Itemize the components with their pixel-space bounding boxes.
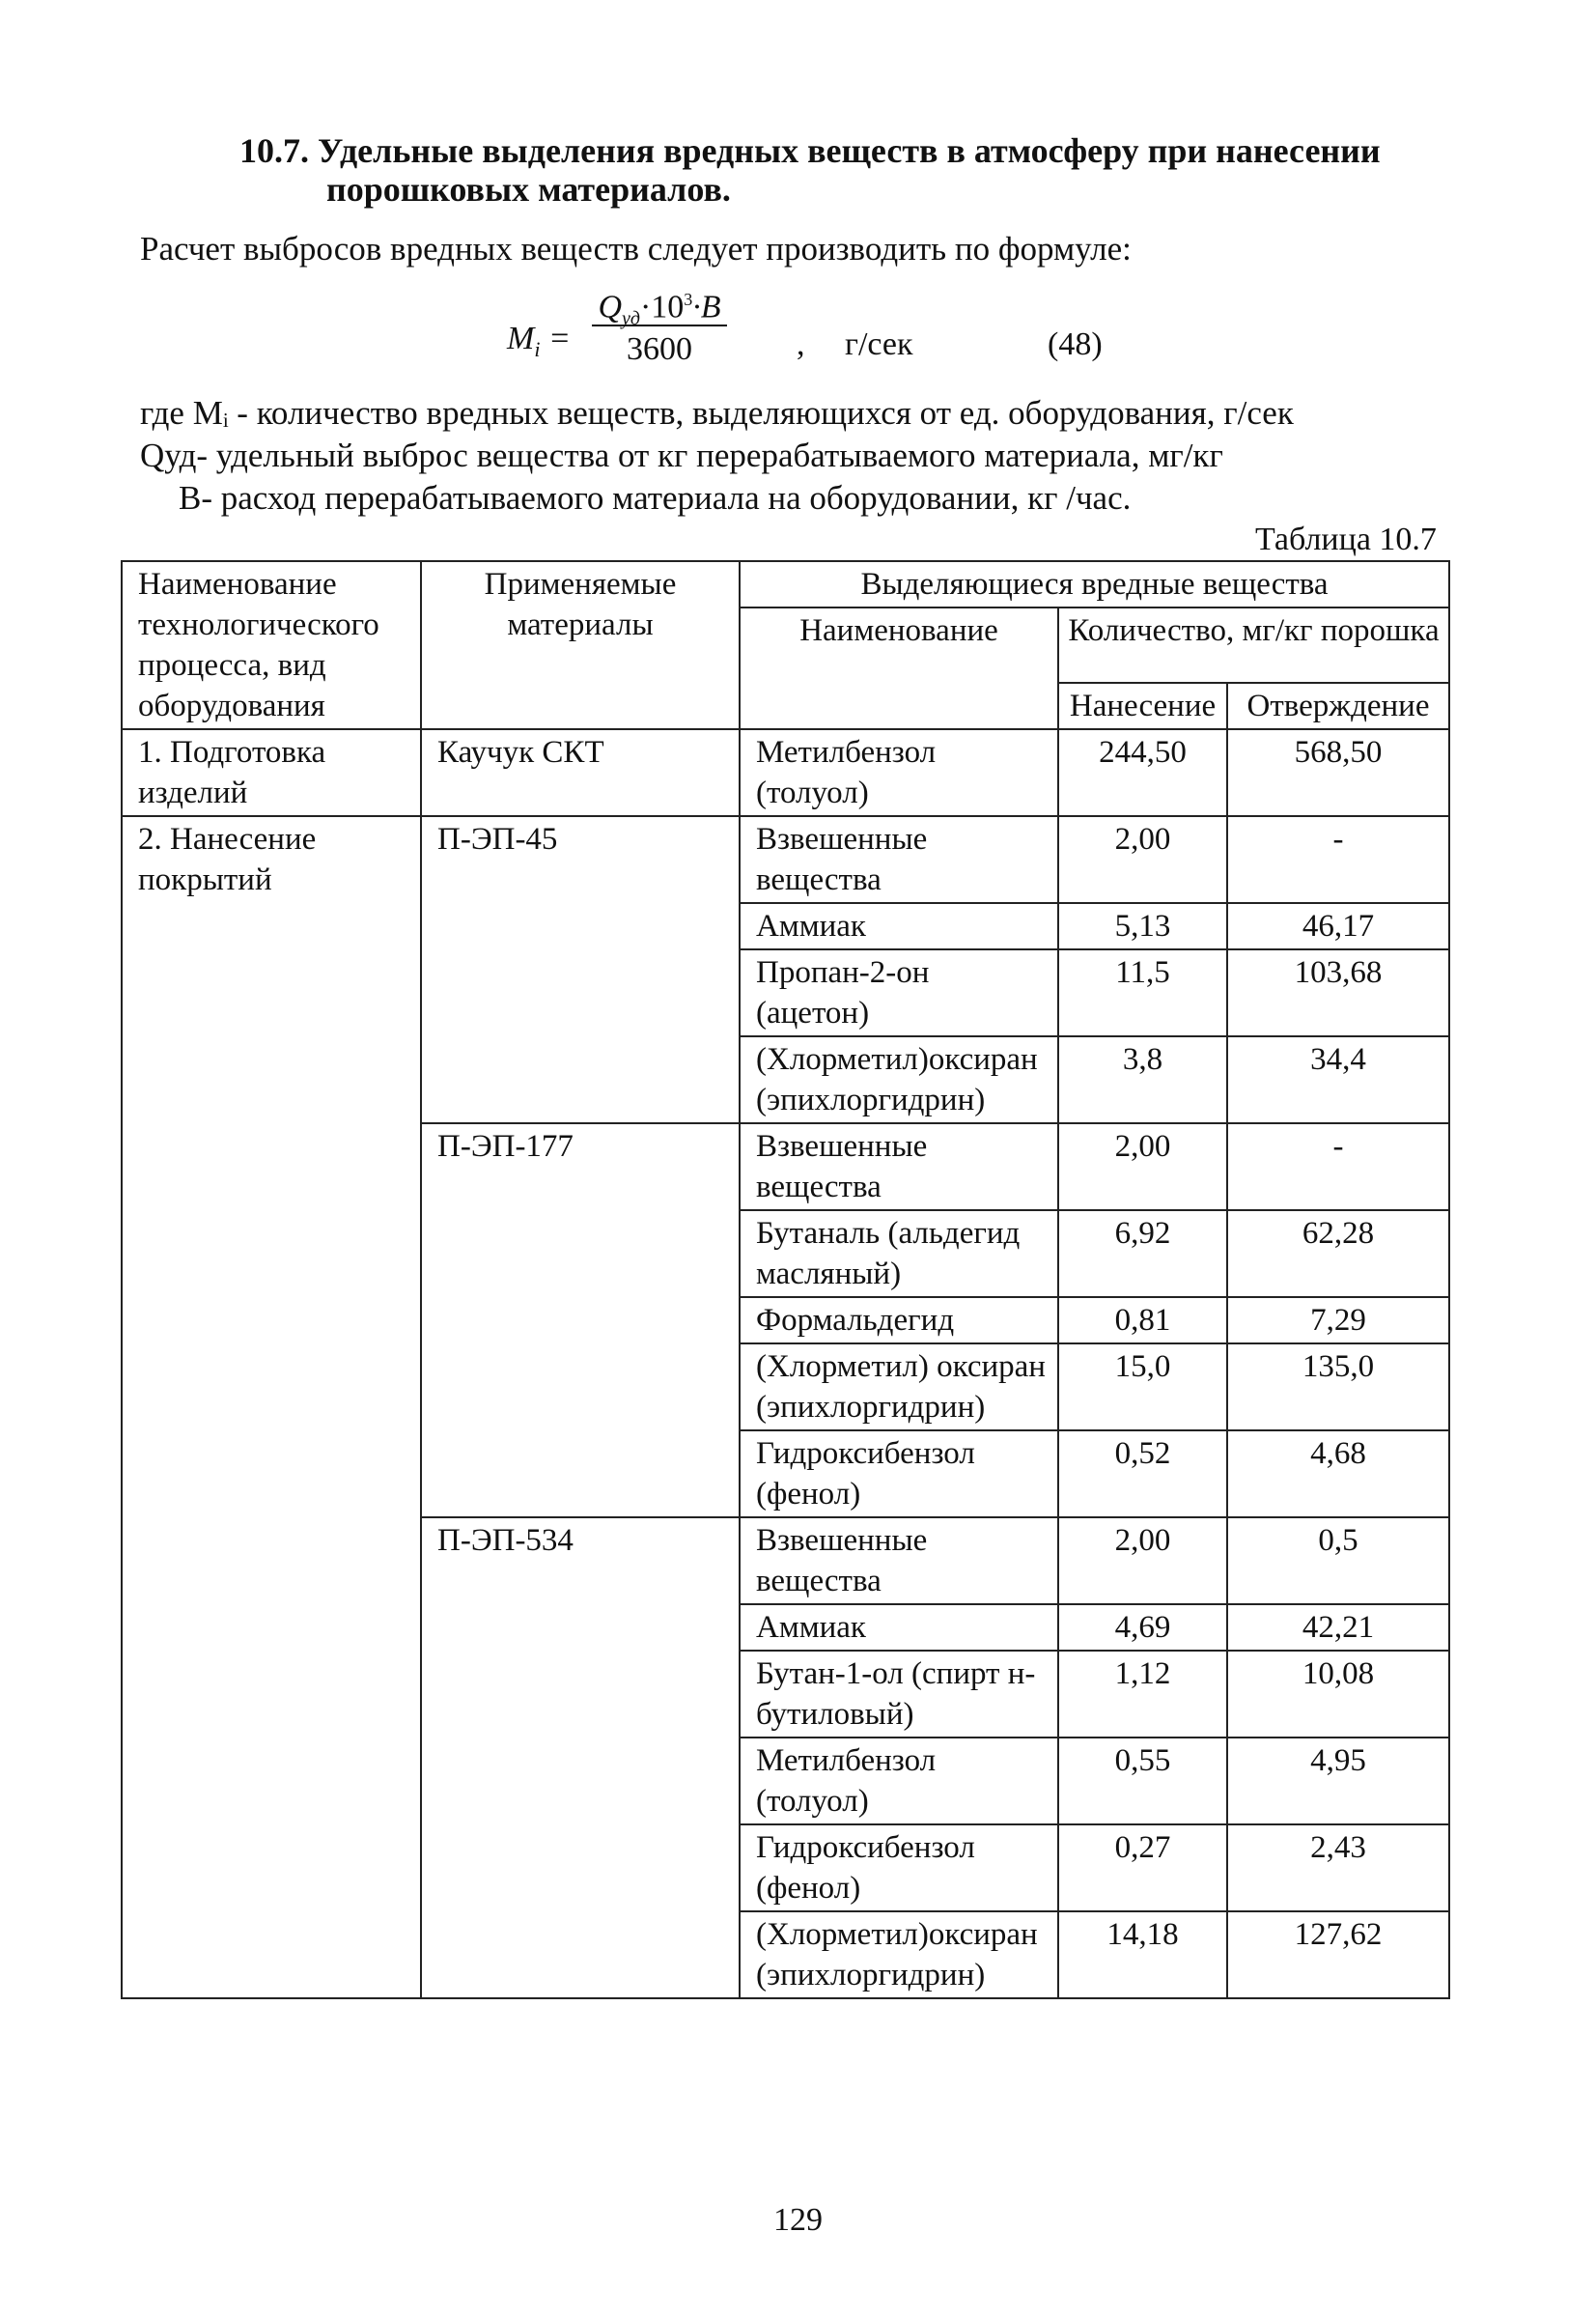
emissions-table bbox=[121, 560, 1450, 1999]
application-value: 0,52 bbox=[1058, 1430, 1227, 1517]
formula-lhs: $M_i$ = bbox=[507, 321, 571, 361]
application-value: 2,00 bbox=[1058, 816, 1227, 903]
table-body bbox=[122, 729, 1449, 1998]
section-number: 10.7. bbox=[239, 131, 309, 170]
substance-cell: Аммиак bbox=[740, 1604, 1058, 1651]
application-value: 14,18 bbox=[1058, 1911, 1227, 1998]
application-value: 2,00 bbox=[1058, 1123, 1227, 1210]
header-materials: Применяемые материалы bbox=[421, 561, 740, 729]
substance-cell: Метилбензол (толуол) bbox=[740, 729, 1058, 816]
curing-value: 4,95 bbox=[1227, 1738, 1449, 1824]
formula: $M_i$ = $Q_{уд}\cdot 10^3\cdot B$ 3600 , г/сек (48) bbox=[507, 280, 1125, 396]
substance-cell: Взвешенные вещества bbox=[740, 1123, 1058, 1210]
substance-cell: Формальдегид bbox=[740, 1297, 1058, 1343]
formula-denominator: 3600 bbox=[627, 331, 692, 367]
application-value: 6,92 bbox=[1058, 1210, 1227, 1297]
substance-cell: Бутан-1-ол (спирт н-бутиловый) bbox=[740, 1651, 1058, 1738]
curing-value: 135,0 bbox=[1227, 1343, 1449, 1430]
curing-value: 42,21 bbox=[1227, 1604, 1449, 1651]
formula-numerator: $Q_{уд}\cdot 10^3\cdot B$ bbox=[598, 289, 721, 330]
header-substances: Выделяющиеся вредные вещества bbox=[740, 561, 1449, 608]
formula-unit: г/сек bbox=[845, 326, 913, 362]
header-curing: Отверждение bbox=[1227, 683, 1449, 729]
application-value: 244,50 bbox=[1058, 729, 1227, 816]
header-substance-name: Наименование bbox=[740, 608, 1058, 729]
curing-value: 568,50 bbox=[1227, 729, 1449, 816]
header-quantity: Количество, мг/кг порошка bbox=[1058, 608, 1449, 683]
curing-value: 46,17 bbox=[1227, 903, 1449, 949]
material-cell: Каучук СКТ bbox=[421, 729, 740, 816]
intro-text: Расчет выбросов вредных веществ следует производить по формуле: bbox=[140, 230, 1132, 268]
curing-value: 0,5 bbox=[1227, 1517, 1449, 1604]
application-value: 15,0 bbox=[1058, 1343, 1227, 1430]
definition-q: Qуд- удельный выброс вещества от кг перерабатываемого материала, мг/кг bbox=[140, 437, 1223, 474]
header-application: Нанесение bbox=[1058, 683, 1227, 729]
table-row bbox=[122, 816, 1449, 903]
formula-fraction bbox=[592, 280, 727, 369]
curing-value: 4,68 bbox=[1227, 1430, 1449, 1517]
curing-value: 7,29 bbox=[1227, 1297, 1449, 1343]
definition-m: где Mᵢ - количество вредных веществ, выделяющихся от ед. оборудования, г/сек bbox=[140, 394, 1294, 432]
substance-cell: (Хлорметил) оксиран (эпихлоргидрин) bbox=[740, 1343, 1058, 1430]
substance-cell: Метилбензол (толуол) bbox=[740, 1738, 1058, 1824]
header-process: Наименование технологического процесса, вид оборудования bbox=[122, 561, 421, 729]
application-value: 1,12 bbox=[1058, 1651, 1227, 1738]
substance-cell: Взвешенные вещества bbox=[740, 1517, 1058, 1604]
curing-value: 34,4 bbox=[1227, 1036, 1449, 1123]
section-title-line2: порошковых материалов. bbox=[326, 170, 731, 209]
curing-value: 62,28 bbox=[1227, 1210, 1449, 1297]
curing-value: 10,08 bbox=[1227, 1651, 1449, 1738]
definition-b: B- расход перерабатываемого материала на оборудовании, кг /час. bbox=[179, 479, 1132, 517]
substance-cell: (Хлорметил)оксиран (эпихлоргидрин) bbox=[740, 1911, 1058, 1998]
application-value: 11,5 bbox=[1058, 949, 1227, 1036]
application-value: 0,55 bbox=[1058, 1738, 1227, 1824]
curing-value: - bbox=[1227, 816, 1449, 903]
material-cell: П-ЭП-177 bbox=[421, 1123, 740, 1517]
application-value: 0,81 bbox=[1058, 1297, 1227, 1343]
section-title-line1: Удельные выделения вредных веществ в атмосферу при нанесении bbox=[318, 131, 1381, 170]
table-caption: Таблица 10.7 bbox=[1255, 522, 1437, 557]
substance-cell: Бутаналь (альдегид масляный) bbox=[740, 1210, 1058, 1297]
table-row bbox=[122, 729, 1449, 816]
page-number: 129 bbox=[773, 2202, 823, 2238]
material-cell: П-ЭП-45 bbox=[421, 816, 740, 1123]
substance-cell: Взвешенные вещества bbox=[740, 816, 1058, 903]
section-heading bbox=[239, 131, 1475, 209]
substance-cell: Гидроксибензол (фенол) bbox=[740, 1824, 1058, 1911]
substance-cell: Аммиак bbox=[740, 903, 1058, 949]
application-value: 3,8 bbox=[1058, 1036, 1227, 1123]
application-value: 5,13 bbox=[1058, 903, 1227, 949]
equation-number: (48) bbox=[1048, 326, 1103, 362]
substance-cell: Пропан-2-он (ацетон) bbox=[740, 949, 1058, 1036]
substance-cell: (Хлорметил)оксиран (эпихлоргидрин) bbox=[740, 1036, 1058, 1123]
process-cell: 2. Нанесение покрытий bbox=[122, 816, 421, 1998]
curing-value: 103,68 bbox=[1227, 949, 1449, 1036]
curing-value: 127,62 bbox=[1227, 1911, 1449, 1998]
process-cell: 1. Подготовка изделий bbox=[122, 729, 421, 816]
curing-value: - bbox=[1227, 1123, 1449, 1210]
curing-value: 2,43 bbox=[1227, 1824, 1449, 1911]
material-cell: П-ЭП-534 bbox=[421, 1517, 740, 1998]
application-value: 2,00 bbox=[1058, 1517, 1227, 1604]
application-value: 4,69 bbox=[1058, 1604, 1227, 1651]
substance-cell: Гидроксибензол (фенол) bbox=[740, 1430, 1058, 1517]
application-value: 0,27 bbox=[1058, 1824, 1227, 1911]
